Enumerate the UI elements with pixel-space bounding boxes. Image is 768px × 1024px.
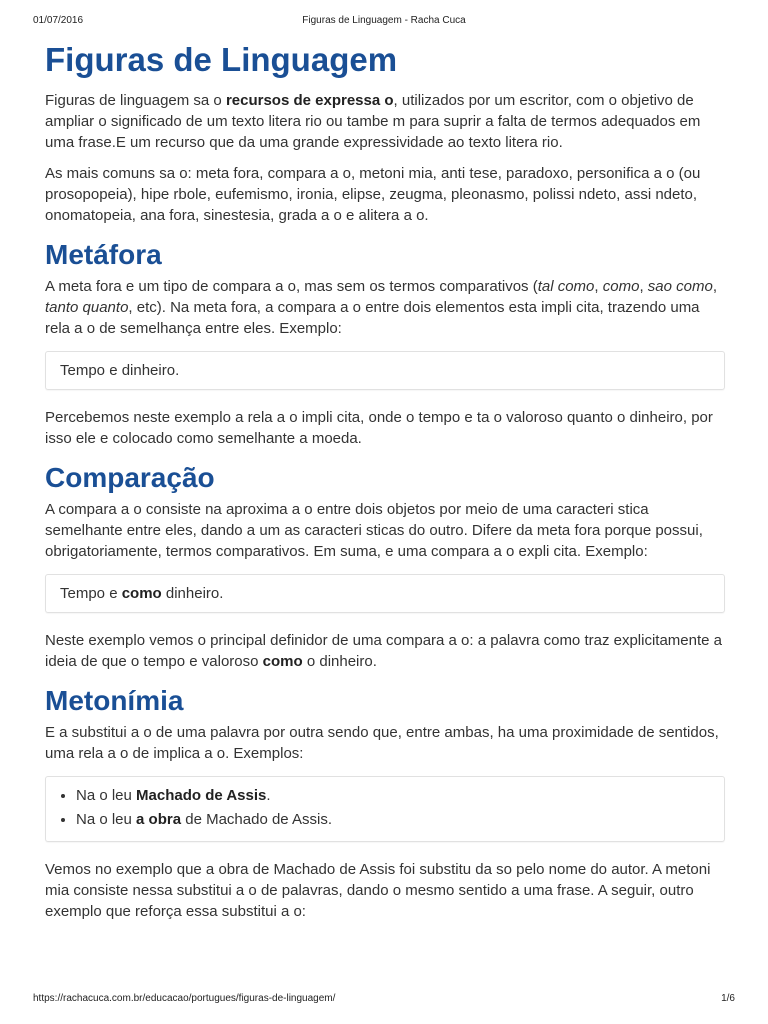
comparacao-p2-text-a: Neste exemplo vemos o principal definidor de uma compara a o: a palavra como traz explicitamente a ideia de que o tempo e valoroso [45, 632, 723, 670]
section-heading-metonimia: Metonímia [45, 685, 184, 716]
example-text-b: de Machado de Assis. [181, 811, 332, 828]
metafora-example: Tempo e dinheiro. [60, 362, 180, 379]
print-page-number: 1/6 [721, 993, 735, 1004]
intro-bold-term: recursos de expressa o [225, 92, 394, 109]
metonimia-paragraph-1: E a substitui a o de uma palavra por outra sendo que, entre ambas, ha uma proximidade de sentidos, uma rela a o de implica a o. Exemplos: [45, 724, 719, 762]
intro-paragraph-1 [45, 90, 725, 153]
section-heading-metafora: Metáfora [45, 239, 162, 270]
metafora-paragraph-2: Percebemos neste exemplo a rela a o impli cita, onde o tempo e ta o valoroso quanto o dinheiro, por isso ele e colocado como semelhante a moeda. [45, 409, 713, 447]
comparacao-example-bold: como [121, 585, 162, 602]
comparacao-p2-bold: como [262, 653, 303, 670]
metafora-text-a: A meta fora e um tipo de compara a o, mas sem os termos comparativos ( [45, 278, 538, 295]
comparacao-example-b: dinheiro. [161, 585, 224, 602]
list-item [76, 809, 710, 830]
example-text-a: Na o leu [76, 787, 137, 804]
comparacao-p2-text-b: o dinheiro. [302, 653, 377, 670]
metafora-term-1: tal como [537, 278, 595, 295]
example-text-a: Na o leu [76, 811, 137, 828]
comparacao-paragraph-2 [45, 630, 725, 672]
intro-paragraph-2: As mais comuns sa o: meta fora, compara a o, metoni mia, anti tese, paradoxo, personifica a o (ou prosopopeia), hipe rbole, eufemismo, ironia, elipse, zeugma, pleonasmo, polissi ndeto, assi ndeto, onomatopeia, ana fora, sinestesia, grada a o e alitera a o. [45, 165, 701, 224]
intro-text-a: Figuras de linguagem sa o [45, 92, 226, 109]
list-item [76, 785, 710, 806]
print-header [33, 15, 735, 29]
print-date: 01/07/2016 [33, 15, 84, 26]
metafora-text-b: , etc). Na meta fora, a compara a o entre dois elementos esta impli cita, trazendo uma rela a o de semelhança entre eles. Exemplo: [45, 299, 700, 337]
metonimia-example-list [60, 785, 710, 830]
metonimia-example-box [45, 776, 725, 842]
print-url: https://rachacuca.com.br/educacao/portugues/figuras-de-linguagem/ [33, 993, 336, 1004]
section-heading-comparacao: Comparação [45, 462, 215, 493]
page-title: Figuras de Linguagem [45, 41, 398, 78]
print-doc-title: Figuras de Linguagem - Racha Cuca [302, 15, 466, 26]
comparacao-example-box [45, 574, 725, 613]
metonimia-paragraph-2: Vemos no exemplo que a obra de Machado de Assis foi substitu da so pelo nome do autor. A metoni mia consiste nessa substitui a o de palavras, dando o mesmo sentido a uma frase. A seguir, outro exemplo que reforça essa substitui a o: [45, 861, 711, 920]
comparacao-example-a: Tempo e [60, 585, 122, 602]
metafora-term-3: sao como [647, 278, 713, 295]
example-bold: Machado de Assis [136, 787, 267, 804]
example-bold: a obra [136, 811, 182, 828]
metafora-sep-3: , [712, 278, 717, 295]
metafora-example-box [45, 351, 725, 390]
metafora-sep-2: , [639, 278, 648, 295]
metafora-paragraph-1 [45, 276, 725, 339]
article [45, 40, 725, 934]
comparacao-paragraph-1: A compara a o consiste na aproxima a o entre dois objetos por meio de uma caracteri stica semelhante entre eles, dando a um as caracteri sticas do outro. Difere da meta fora porque possui, obrigatoriamente, termos comparativos. Em suma, e uma compara a o expli cita. Exemplo: [45, 501, 703, 560]
metafora-sep-1: , [594, 278, 603, 295]
example-text-b: . [266, 787, 271, 804]
metafora-term-4: tanto quanto [45, 299, 129, 316]
metafora-term-2: como [602, 278, 640, 295]
intro-text-b: , utilizados por um escritor, com o objetivo de ampliar o significado de um texto litera rio ou tambe m para suprir a falta de termos adequados em uma frase.E um recurso que da uma grande expressividade ao texto litera rio. [45, 92, 701, 151]
